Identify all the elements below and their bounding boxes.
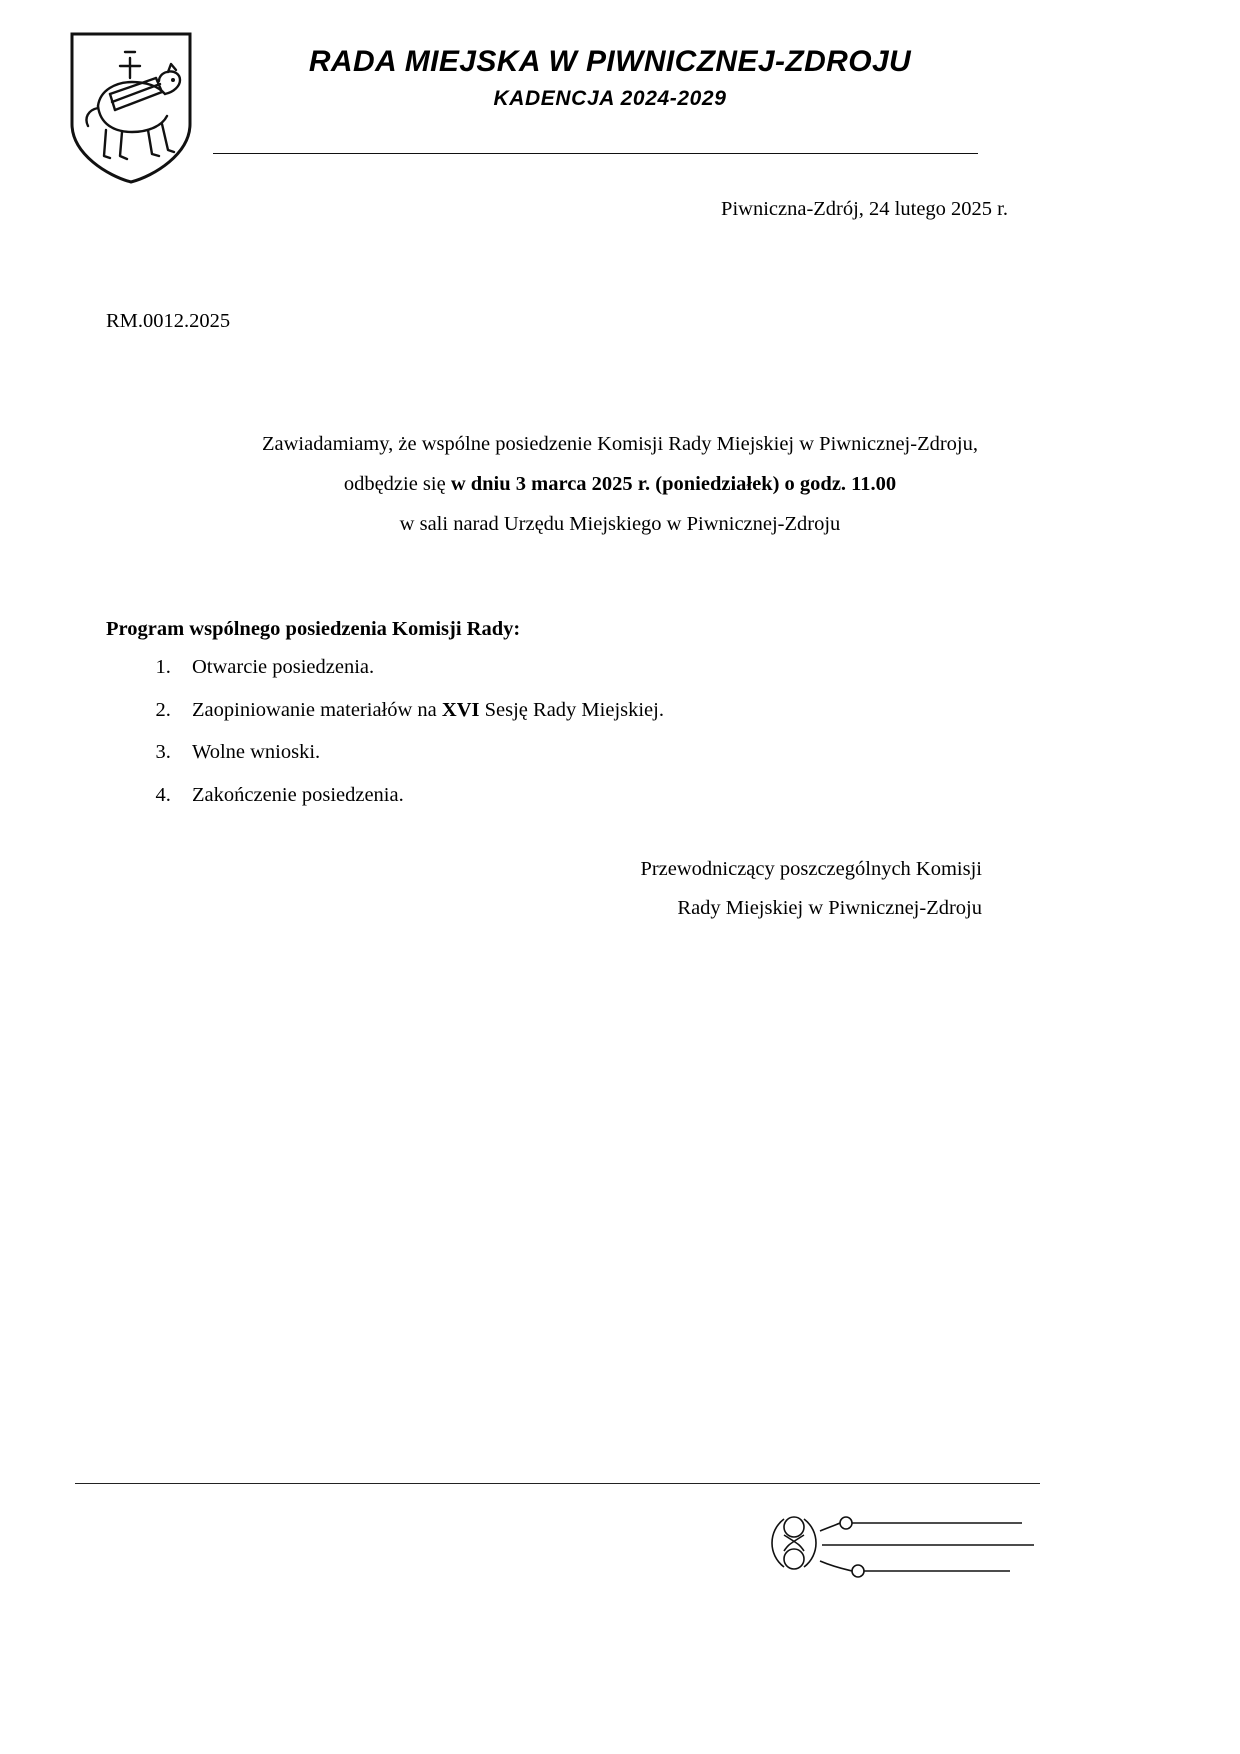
program-heading: Program wspólnego posiedzenia Komisji Rady:: [106, 618, 521, 640]
page-title: RADA MIEJSKA W PIWNICZNEJ-ZDROJU: [308, 45, 912, 78]
signature-block: [0, 850, 1240, 928]
notice-line-3: w sali narad Urzędu Miejskiego w Piwnicznej-Zdroju: [399, 512, 841, 535]
reference-number: RM.0012.2025: [106, 310, 231, 332]
list-item: [176, 655, 1076, 681]
header-divider: [213, 153, 978, 154]
list-item: [176, 740, 1076, 766]
page-subtitle: KADENCJA 2024-2029: [493, 87, 727, 111]
list-item: [176, 698, 1076, 724]
notice-line-2: [106, 465, 1134, 505]
list-item-emphasis: XVI: [441, 698, 480, 721]
list-item-text-before: Wolne wnioski.: [192, 741, 321, 764]
document-header: [0, 22, 1240, 182]
notice-paragraph: [106, 425, 1134, 545]
list-item-text-before: Otwarcie posiedzenia.: [192, 656, 375, 678]
place-and-date: Piwniczna-Zdrój, 24 lutego 2025 r.: [721, 198, 1008, 220]
notice-line-2-prefix: odbędzie się: [343, 472, 451, 495]
list-item-text-after: Sesję Rady Miejskiej.: [479, 698, 664, 721]
signature-line-1: Przewodniczący poszczególnych Komisji: [640, 858, 982, 880]
signature-line-2: Rady Miejskiej w Piwnicznej-Zdroju: [677, 896, 982, 919]
list-item-text-before: Zakończenie posiedzenia.: [192, 783, 404, 806]
list-item-text-before: Zaopiniowanie materiałów na: [192, 698, 442, 721]
footer-divider: [75, 1483, 1040, 1484]
decorative-footer-ornament-icon: [760, 1505, 1040, 1591]
notice-line-2-emphasis: w dniu 3 marca 2025 r. (poniedziałek) o godz. 11.00: [450, 472, 897, 495]
list-item: [176, 783, 1076, 809]
header-text-block: [210, 44, 1010, 111]
program-list: [106, 655, 1076, 826]
coat-of-arms-icon: [70, 32, 192, 184]
notice-line-1: Zawiadamiamy, że wspólne posiedzenie Komisji Rady Miejskiej w Piwnicznej-Zdroju,: [262, 433, 978, 455]
